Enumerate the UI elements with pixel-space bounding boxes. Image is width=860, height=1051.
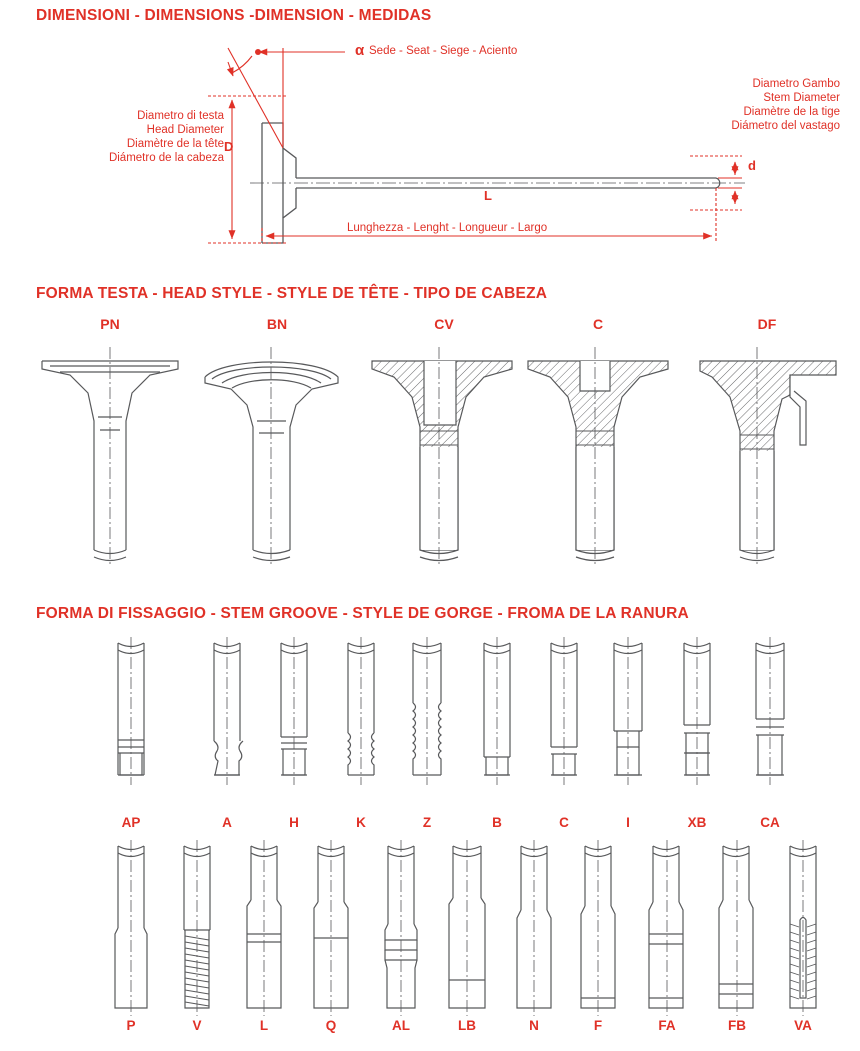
head-code-c: C bbox=[592, 316, 604, 332]
head-diameter-line-es: Diámetro de la cabeza bbox=[108, 152, 224, 164]
stem-diameter-line-it: Diametro Gambo bbox=[752, 78, 840, 90]
section-title-stem-groove: FORMA DI FISSAGGIO - STEM GROOVE - STYLE DE GORGE - FROMA DE LA RANURA bbox=[36, 605, 689, 622]
groove-code-xb: XB bbox=[687, 815, 707, 830]
groove-code-z: Z bbox=[422, 815, 432, 830]
groove-code-f: F bbox=[593, 1018, 603, 1033]
groove-code-l: L bbox=[259, 1018, 269, 1033]
head-code-bn: BN bbox=[266, 316, 288, 332]
head-diameter-label bbox=[0, 109, 224, 165]
groove-code-ap: AP bbox=[121, 815, 141, 830]
stem-groove-row1-drawings bbox=[0, 635, 860, 815]
angle-symbol-label: α bbox=[355, 42, 365, 59]
head-diameter-line-it: Diametro di testa bbox=[137, 110, 224, 122]
D-label: D bbox=[224, 139, 234, 154]
seat-label: Sede - Seat - Siege - Aciento bbox=[369, 45, 518, 57]
head-code-df: DF bbox=[757, 316, 777, 332]
stem-diameter-line-fr: Diamètre de la tige bbox=[743, 106, 840, 118]
length-label: Lunghezza - Lenght - Longueur - Largo bbox=[347, 222, 548, 234]
groove-code-p: P bbox=[126, 1018, 136, 1033]
groove-code-va: VA bbox=[794, 1018, 812, 1033]
head-style-drawings bbox=[0, 335, 860, 580]
groove-code-al: AL bbox=[392, 1018, 410, 1033]
groove-code-b: B bbox=[492, 815, 502, 830]
groove-code-i: I bbox=[626, 815, 630, 830]
groove-code-fb: FB bbox=[728, 1018, 746, 1033]
groove-code-ca: CA bbox=[760, 815, 780, 830]
groove-code-c: C bbox=[559, 815, 569, 830]
groove-code-fa: FA bbox=[658, 1018, 676, 1033]
section-title-dimensions: DIMENSIONI - DIMENSIONS -DIMENSION - MEDIDAS bbox=[36, 7, 432, 24]
stem-diameter-label bbox=[600, 77, 840, 133]
groove-code-k: K bbox=[356, 815, 366, 830]
stem-groove-row2-drawings bbox=[0, 838, 860, 1018]
stem-diameter-line-en: Stem Diameter bbox=[763, 92, 840, 104]
stem-diameter-line-es: Diámetro del vastago bbox=[731, 120, 840, 132]
L-label: L bbox=[484, 188, 492, 203]
groove-code-v: V bbox=[192, 1018, 202, 1033]
d-label: d bbox=[748, 158, 756, 173]
head-diameter-line-fr: Diamètre de la tête bbox=[126, 138, 224, 150]
groove-code-q: Q bbox=[325, 1018, 337, 1033]
section-title-head-style: FORMA TESTA - HEAD STYLE - STYLE DE TÊTE - TIPO DE CABEZA bbox=[36, 285, 548, 302]
head-diameter-line-en: Head Diameter bbox=[146, 124, 224, 136]
groove-code-n: N bbox=[529, 1018, 539, 1033]
groove-code-h: H bbox=[289, 815, 299, 830]
head-code-cv: CV bbox=[434, 316, 454, 332]
head-code-pn: PN bbox=[100, 316, 120, 332]
groove-code-lb: LB bbox=[458, 1018, 476, 1033]
groove-code-a: A bbox=[222, 815, 232, 830]
